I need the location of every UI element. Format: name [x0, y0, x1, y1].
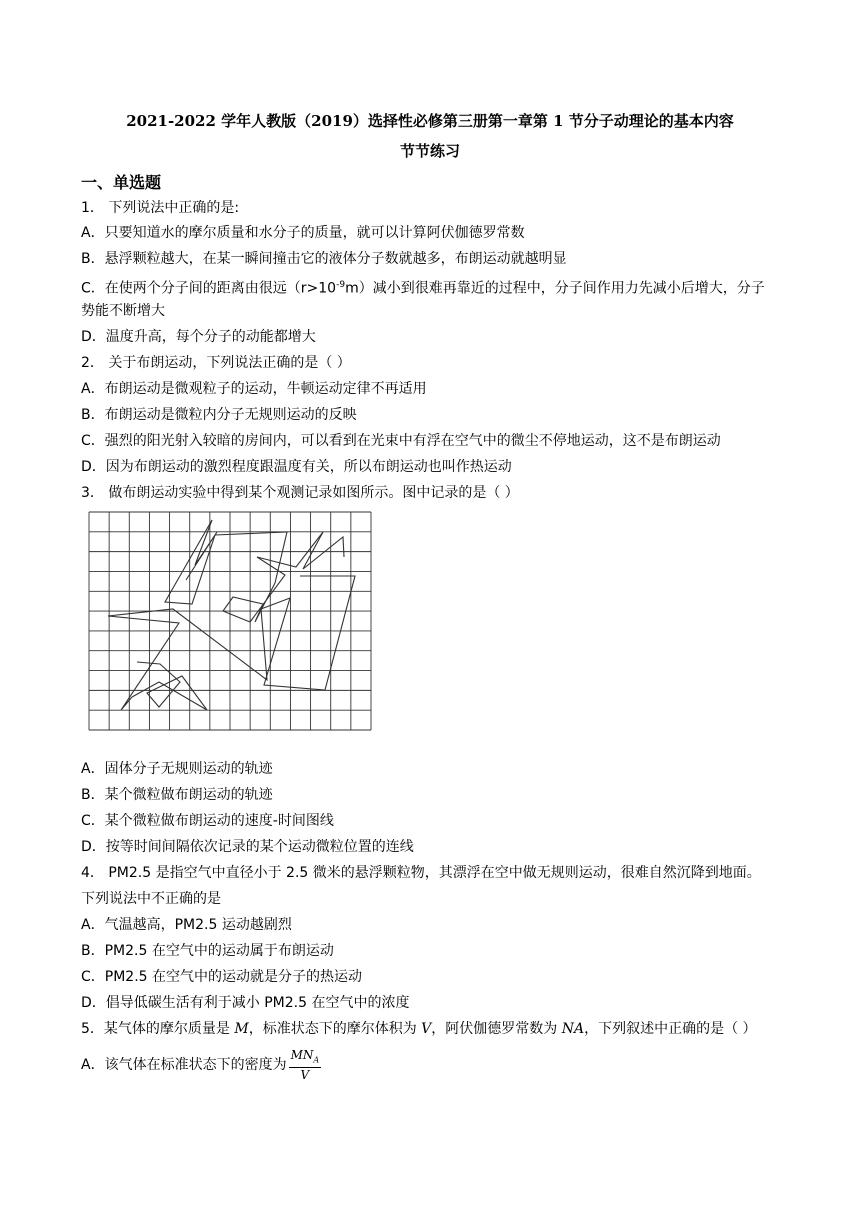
- molar-volume-symbol: V: [421, 1021, 432, 1037]
- question-4-option-a: A．气温越高，PM2.5 运动越剧烈: [81, 917, 292, 933]
- question-1-option-c-continued: 势能不断增大: [81, 303, 165, 319]
- q5-option-a-text: A．该气体在标准状态下的密度为: [81, 1057, 287, 1074]
- q5-text-2: ，标准状态下的摩尔体积为: [248, 1021, 422, 1037]
- option-c-text-end: m）减小到很难再靠近的过程中，分子间作用力先减小后增大，分子: [345, 280, 765, 297]
- question-4-option-d: D．倡导低碳生活有利于减小 PM2.5 在空气中的浓度: [81, 995, 410, 1011]
- question-1-stem: 1． 下列说法中正确的是:: [81, 200, 240, 216]
- question-1-option-d: D．温度升高，每个分子的动能都增大: [81, 329, 316, 345]
- question-3-option-d: D．按等时间间隔依次记录的某个运动微粒位置的连线: [81, 839, 414, 855]
- path-segment: [261, 576, 355, 690]
- path-segment: [223, 583, 275, 622]
- question-2-option-a: A．布朗运动是微观粒子的运动，牛顿运动定律不再适用: [81, 381, 427, 397]
- question-5-stem: [81, 1020, 757, 1038]
- path-segment: [108, 609, 267, 710]
- question-4-option-b: B．PM2.5 在空气中的运动属于布朗运动: [81, 943, 334, 959]
- path-segment: [186, 520, 217, 580]
- question-1-option-c: [81, 276, 765, 298]
- density-fraction: [289, 1048, 322, 1082]
- question-4-stem-continued: 下列说法中不正确的是: [81, 891, 221, 907]
- question-3-stem: 3． 做布朗运动实验中得到某个观测记录如图所示。图中记录的是（ ）: [81, 485, 519, 501]
- particle-path: [108, 520, 355, 710]
- avogadro-symbol: NA: [561, 1021, 585, 1037]
- molar-mass-symbol: M: [234, 1021, 249, 1037]
- document-subtitle: 节节练习: [399, 142, 460, 160]
- section-heading: 一、单选题: [81, 173, 162, 192]
- exponent: -9: [336, 280, 346, 290]
- question-3-option-a: A．固体分子无规则运动的轨迹: [81, 761, 273, 777]
- question-2-option-b: B．布朗运动是微粒内分子无规则运动的反映: [81, 407, 357, 423]
- q5-text-3: ，阿伏伽德罗常数为: [431, 1021, 562, 1037]
- document-title: 2021-2022 学年人教版（2019）选择性必修第三册第一章第 1 节分子动理论的基本内容: [126, 112, 734, 130]
- question-2-option-d: D．因为布朗运动的激烈程度跟温度有关，所以布朗运动也叫作热运动: [81, 459, 512, 475]
- question-1-option-b: B．悬浮颗粒越大，在某一瞬间撞击它的液体分子数就越多，布朗运动就越明显: [81, 251, 567, 267]
- question-3-option-c: C．某个微粒做布朗运动的速度-时间图线: [81, 813, 334, 829]
- brownian-motion-figure: [87, 510, 373, 732]
- question-2-option-c: C．强烈的阳光射入较暗的房间内，可以看到在光束中有浮在空气中的微尘不停地运动，这不是布朗运动: [81, 433, 721, 449]
- q5-text-4: ，下列叙述中正确的是（ ）: [584, 1021, 757, 1037]
- question-4-stem: 4． PM2.5 是指空气中直径小于 2.5 微米的悬浮颗粒物，其漂浮在空中做无规则运动，很难自然沉降到地面。: [81, 865, 761, 881]
- fraction-numerator: $MN_A$: [289, 1048, 322, 1068]
- option-c-text-start: C．在使两个分子间的距离由很远（r>10: [81, 280, 337, 297]
- question-3-option-b: B．某个微粒做布朗运动的轨迹: [81, 787, 273, 803]
- question-2-stem: 2． 关于布朗运动，下列说法正确的是（ ）: [81, 355, 351, 371]
- question-5-option-a: [81, 1048, 321, 1082]
- fraction-denominator: V: [300, 1068, 310, 1083]
- question-4-option-c: C．PM2.5 在空气中的运动就是分子的热运动: [81, 969, 363, 985]
- q5-text-1: 5．某气体的摩尔质量是: [81, 1021, 235, 1037]
- question-1-option-a: A．只要知道水的摩尔质量和水分子的质量，就可以计算阿伏伽德罗常数: [81, 225, 525, 241]
